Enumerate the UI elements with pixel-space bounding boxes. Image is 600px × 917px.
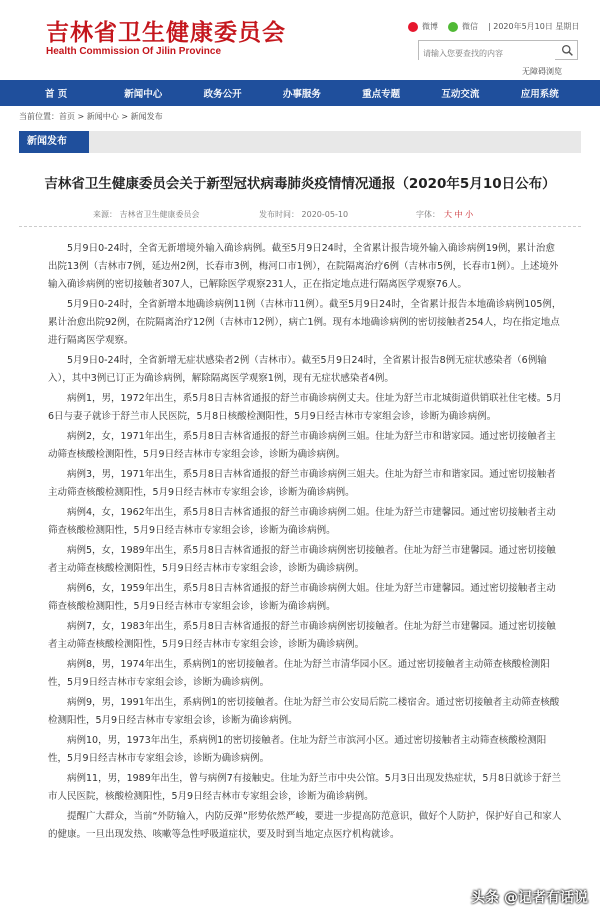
site-header — [0, 0, 600, 80]
article-paragraph: 病例3，男，1971年出生，系5月8日吉林省通报的舒兰市确诊病例三姐夫。住址为舒兰市和谐家园。通过密切接触者主动筛查核酸检测阳性，5月9日经吉林市专家组会诊，诊断为确诊病例。 — [48, 469, 556, 498]
nav-item-apps[interactable]: 应用系统 — [520, 89, 559, 100]
search-icon[interactable] — [561, 44, 574, 57]
article-paragraph: 病例4，女，1962年出生，系5月8日吉林省通报的舒兰市确诊病例二姐。住址为舒兰市建馨园。通过密切接触者主动筛查核酸检测阳性，5月9日经吉林市专家组会诊，诊断为确诊病例。 — [48, 507, 556, 536]
article-paragraph: 5月9日0-24时，全省新增本地确诊病例11例（吉林市11例）。截至5月9日24时，全省累计报告本地确诊病例105例，累计治愈出院92例，在院隔离治疗12例（吉林市12例），病亡1例。现有本地确诊病例的密切接触者254人，均在指定地点进行隔离医学观察。 — [48, 299, 562, 346]
article-paragraph: 病例11，男，1989年出生，曾与病例7有接触史。住址为舒兰市中央公馆。5月3日出现发热症状，5月8日就诊于舒兰市人民医院，核酸检测阳性，5月9日经吉林市专家组会诊，诊断为确诊病例。 — [48, 773, 561, 802]
weibo-icon[interactable] — [408, 22, 418, 32]
article-paragraph: 病例7，女，1983年出生，系5月8日吉林省通报的舒兰市确诊病例密切接触者。住址为舒兰市建馨园。通过密切接触者主动筛查核酸检测阳性，5月9日经吉林市专家组会诊，诊断为确诊病例。 — [48, 621, 556, 650]
article-paragraph: 病例1，男，1972年出生，系5月8日吉林省通报的舒兰市确诊病例丈夫。住址为舒兰市北城街道供销联社住宅楼。5月6日与妻子就诊于舒兰市人民医院，5月8日核酸检测阳性，5月9日经吉林市专家组会诊，诊断为确诊病例。 — [48, 393, 562, 422]
search-input[interactable] — [419, 45, 555, 63]
nav-item-topics[interactable]: 重点专题 — [362, 89, 401, 100]
search-box — [418, 40, 578, 60]
main-nav — [0, 80, 600, 106]
site-logo-title[interactable]: 吉林省卫生健康委员会 — [46, 19, 286, 46]
section-tab-news-release[interactable]: 新闻发布 — [19, 131, 89, 153]
wechat-icon[interactable] — [448, 22, 458, 32]
article-source: 来源： 吉林省卫生健康委员会 — [93, 210, 200, 219]
article-paragraph: 病例8，男，1974年出生，系病例1的密切接触者。住址为舒兰市清华园小区。通过密切接触者主动筛查核酸检测阳性，5月9日经吉林市专家组会诊，诊断为确诊病例。 — [48, 659, 550, 688]
font-size-label: 字体： — [416, 210, 440, 219]
article-title: 吉林省卫生健康委员会关于新型冠状病毒肺炎疫情情况通报（2020年5月10日公布） — [44, 176, 556, 192]
nav-item-interaction[interactable]: 互动交流 — [441, 89, 480, 100]
divider — [19, 226, 581, 227]
source-watermark: 头条 @记者有话说 — [471, 890, 588, 906]
article-paragraph: 5月9日0-24时，全省新增无症状感染者2例（吉林市）。截至5月9日24时，全省累计报告8例无症状感染者（6例输入），其中3例已订正为确诊病例，解除隔离医学观察1例，现有无症状感染者4例。 — [48, 355, 547, 384]
font-size-options[interactable]: 大 中 小 — [444, 210, 474, 219]
article-paragraph: 病例5，女，1989年出生，系5月8日吉林省通报的舒兰市确诊病例密切接触者。住址为舒兰市建馨园。通过密切接触者主动筛查核酸检测阳性，5月9日经吉林市专家组会诊，诊断为确诊病例。 — [48, 545, 556, 574]
nav-item-home[interactable]: 首 页 — [45, 89, 68, 100]
article-paragraph: 5月9日0-24时，全省无新增境外输入确诊病例。截至5月9日24时，全省累计报告境外输入确诊病例19例，累计治愈出院13例（吉林市7例，延边州2例，长春市3例，梅河口市1例），在院隔离治疗6例（吉林市5例，长春市1例）。上述境外输入确诊病例的密切接触者307人，已解除医学观察231人，正在指定地点进行隔离医学观察76人。 — [48, 243, 559, 290]
nav-item-services[interactable]: 办事服务 — [282, 89, 321, 100]
article-paragraph: 病例6，女，1959年出生，系5月8日吉林省通报的舒兰市确诊病例大姐。住址为舒兰市建馨园。通过密切接触者主动筛查核酸检测阳性，5月9日经吉林市专家组会诊，诊断为确诊病例。 — [48, 583, 556, 612]
article-body — [48, 240, 562, 846]
nav-item-gov-affairs[interactable]: 政务公开 — [203, 89, 242, 100]
top-links — [408, 21, 579, 32]
article-date: 发布时间： 2020-05-10 — [259, 210, 349, 219]
wechat-link[interactable]: 微信 — [462, 22, 478, 31]
site-logo-subtitle: Health Commission Of Jilin Province — [46, 46, 222, 57]
breadcrumb[interactable]: 当前位置：首页 > 新闻中心 > 新闻发布 — [19, 112, 163, 121]
article-paragraph: 病例10，男，1973年出生，系病例1的密切接触者。住址为舒兰市滨河小区。通过密切接触者主动筛查核酸检测阳性，5月9日经吉林市专家组会诊，诊断为确诊病例。 — [48, 735, 547, 764]
accessible-browsing-link[interactable]: 无障碍浏览 — [522, 67, 562, 76]
font-size-control — [416, 209, 473, 220]
weibo-link[interactable]: 微博 — [422, 22, 438, 31]
current-date: | 2020年5月10日 星期日 — [488, 22, 580, 31]
article-paragraph: 病例9，男，1991年出生，系病例1的密切接触者。住址为舒兰市公安局后院二楼宿舍。通过密切接触者主动筛查核酸检测阳性，5月9日经吉林市专家组会诊，诊断为确诊病例。 — [48, 697, 560, 726]
article-paragraph: 病例2，女，1971年出生，系5月8日吉林省通报的舒兰市确诊病例三姐。住址为舒兰市和谐家园。通过密切接触者主动筛查核酸检测阳性，5月9日经吉林市专家组会诊，诊断为确诊病例。 — [48, 431, 556, 460]
section-tab-bar — [19, 131, 581, 153]
article-paragraph: 提醒广大群众，当前“外防输入，内防反弹”形势依然严峻，要进一步提高防范意识，做好个人防护，保护好自己和家人的健康。一旦出现发热、咳嗽等急性呼吸道症状，要及时到当地定点医疗机构就诊。 — [48, 811, 562, 840]
nav-item-news[interactable]: 新闻中心 — [124, 89, 163, 100]
